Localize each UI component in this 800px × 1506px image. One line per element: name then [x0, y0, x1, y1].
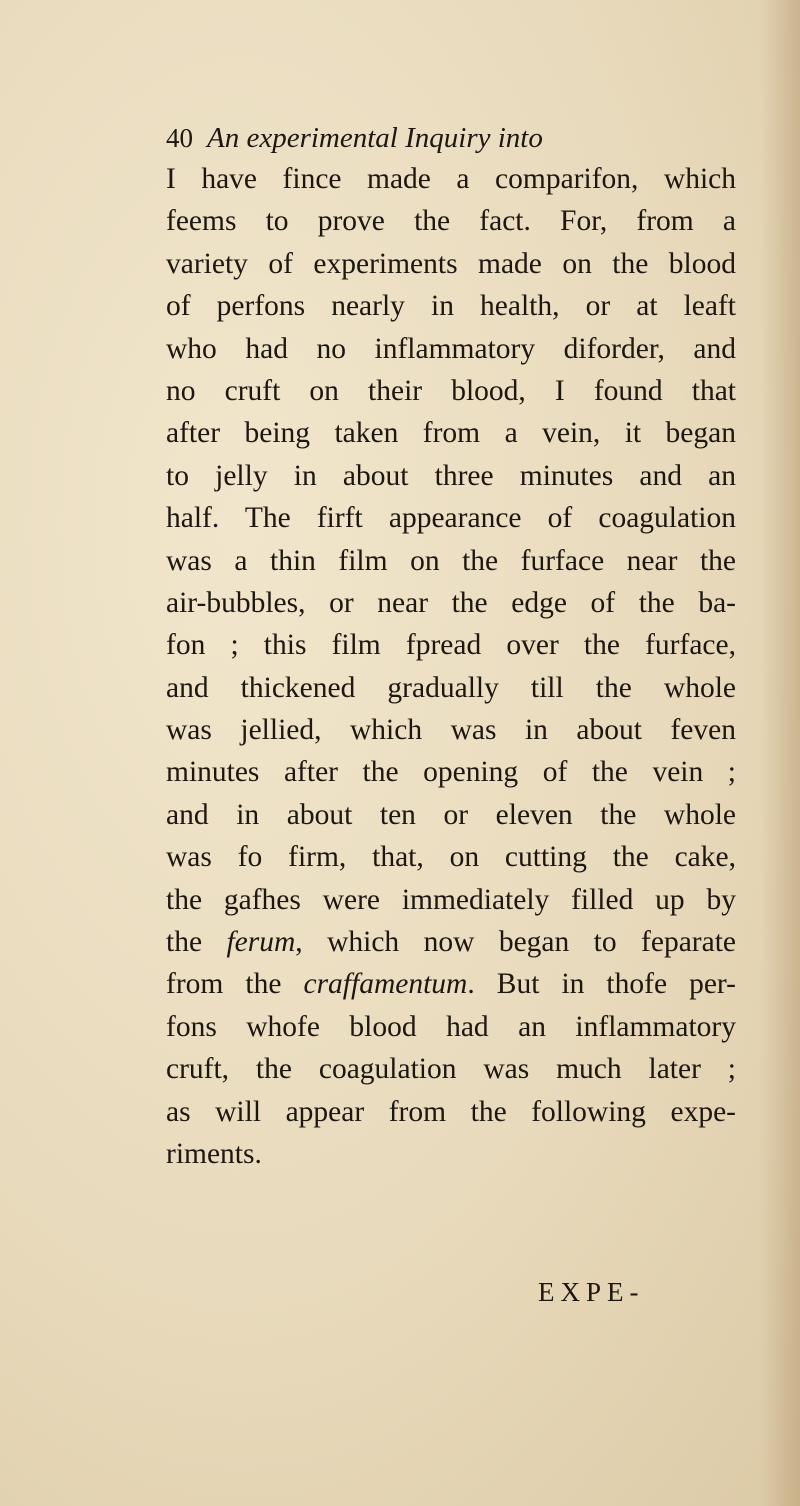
body-text	[166, 158, 736, 1175]
text-line: cruft, the coagulation was much later ;	[166, 1053, 736, 1086]
running-title: An experimental Inquiry into	[207, 122, 543, 154]
line-segment: . But in thofe per-	[467, 968, 736, 1001]
text-line: feems to prove the fact. For, from a	[166, 205, 736, 238]
text-line: no cruft on their blood, I found that	[166, 374, 736, 407]
italic-term-crassamentum: craffamentum	[303, 968, 468, 1001]
text-line: was fo firm, that, on cutting the cake,	[166, 841, 736, 874]
text-line: fon ; this film fpread over the furface,	[166, 629, 736, 662]
text-line: to jelly in about three minutes and an	[166, 459, 736, 492]
text-line: as will appear from the following expe-	[166, 1095, 736, 1128]
line-segment: the	[166, 926, 227, 959]
text-line: riments.	[166, 1137, 262, 1170]
text-line: fons whofe blood had an inflammatory	[166, 1010, 736, 1043]
text-line: after being taken from a vein, it began	[166, 417, 736, 450]
page-number: 40	[166, 123, 193, 153]
text-line: was jellied, which was in about feven	[166, 714, 736, 747]
page-header	[166, 118, 726, 158]
text-line: of perfons nearly in health, or at leaft	[166, 290, 736, 323]
line-segment: from the	[166, 968, 304, 1001]
text-line: and thickened gradually till the whole	[166, 671, 736, 704]
italic-term-serum: ferum	[226, 926, 296, 959]
text-line: half. The firft appearance of coagulation	[166, 502, 736, 535]
text-line-with-italic	[166, 963, 736, 1005]
text-line: air-bubbles, or near the edge of the ba-	[166, 586, 736, 619]
page-edge-shadow	[760, 0, 800, 1506]
text-line: I have fince made a comparifon, which	[166, 163, 736, 195]
catchword: EXPE-	[538, 1277, 645, 1307]
text-line: was a thin film on the furface near the	[166, 544, 736, 577]
text-line: the gafhes were immediately filled up by	[166, 883, 736, 916]
text-line: and in about ten or eleven the whole	[166, 798, 736, 831]
line-segment: , which now began to feparate	[295, 926, 737, 959]
text-line: who had no inflammatory diforder, and	[166, 332, 736, 365]
text-line-with-italic	[166, 921, 736, 963]
text-line: variety of experiments made on the blood	[166, 247, 736, 280]
text-line: minutes after the opening of the vein ;	[166, 756, 736, 789]
